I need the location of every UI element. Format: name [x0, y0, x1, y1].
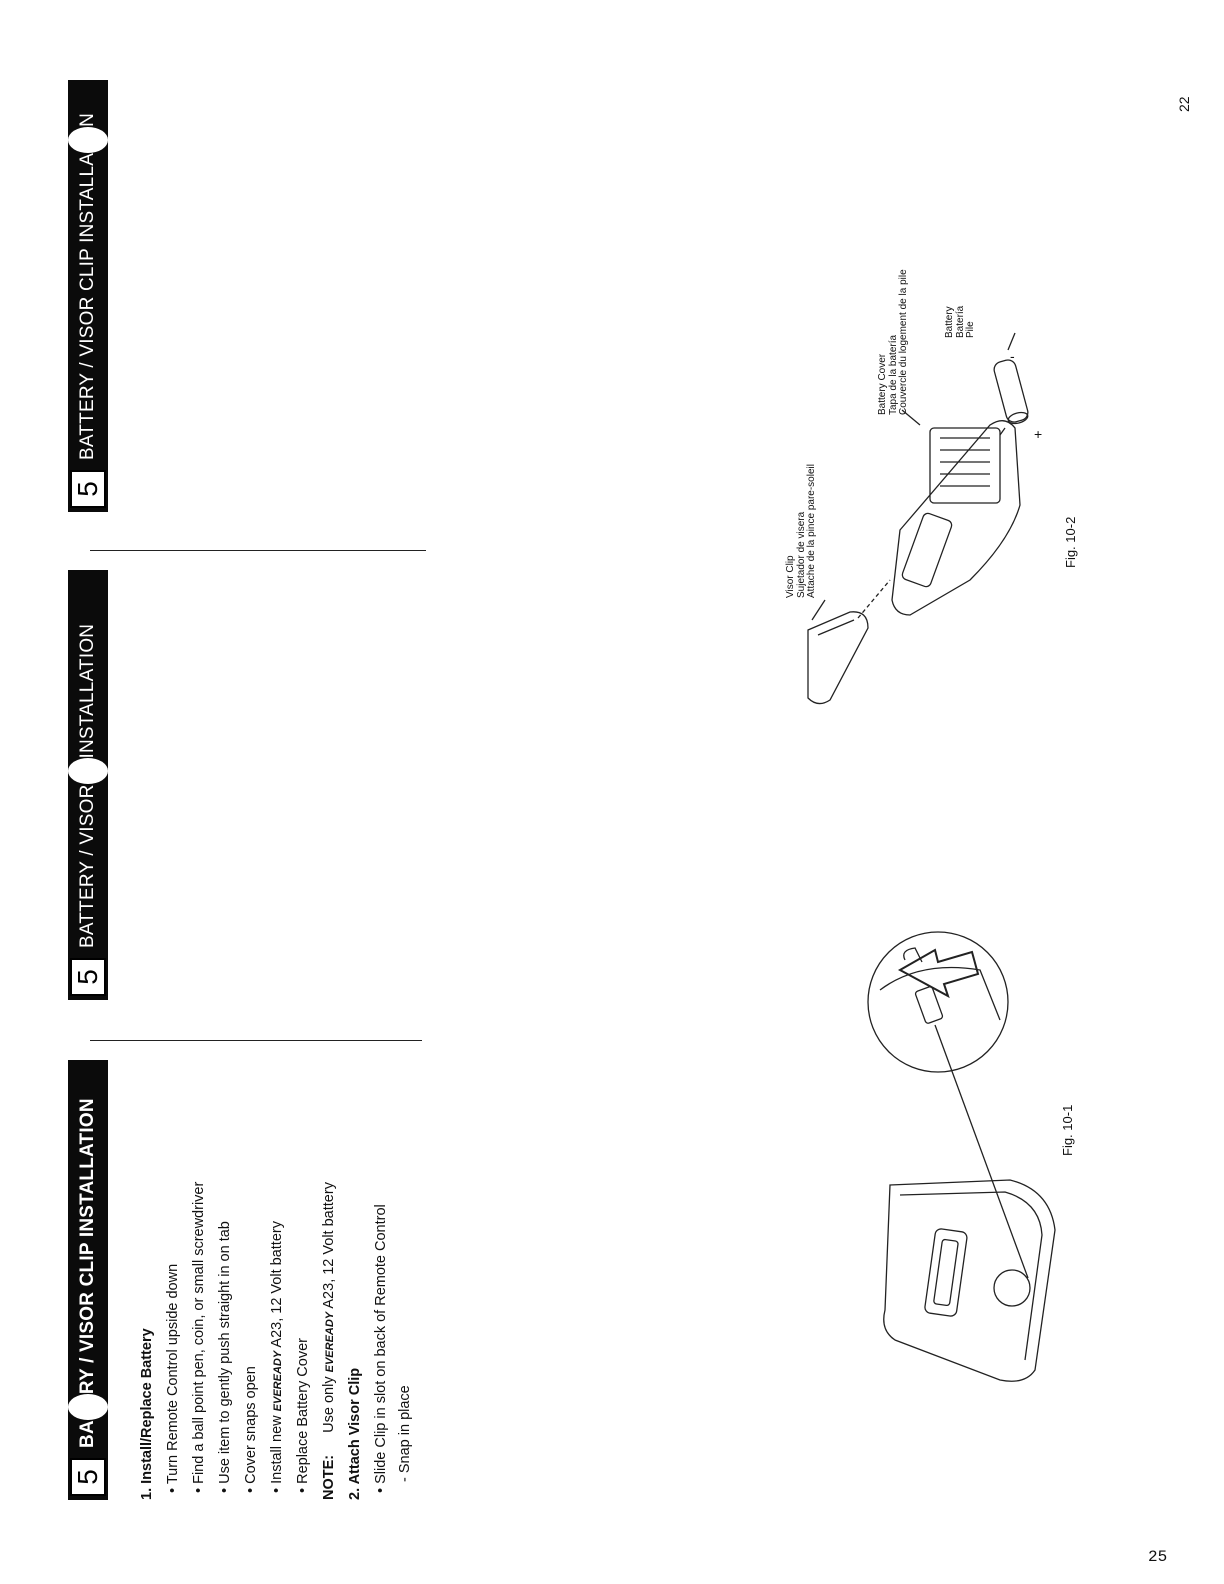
fig-10-1-illustration	[860, 930, 1090, 1390]
section-number: 5	[70, 470, 106, 508]
step1-title: 1. Install/Replace Battery	[139, 1328, 155, 1500]
scan-blot	[68, 759, 108, 785]
step1-item: • Turn Remote Control upside down	[165, 1263, 181, 1493]
section-header-2	[68, 570, 108, 1000]
section-title-part2: RY / VISOR CLIP INSTALLATION	[77, 1098, 98, 1395]
callout-battery-cover	[878, 269, 910, 415]
battery-cover-en: Battery Cover	[877, 353, 888, 415]
step1-item: • Find a ball point pen, coin, or small screwdriver	[191, 1181, 207, 1493]
section-number: 5	[70, 1458, 106, 1496]
section-header-1	[68, 1060, 108, 1500]
battery-en: Battery	[944, 306, 955, 338]
scan-blot	[68, 127, 108, 153]
section-title-part1: BATTERY / VISOR	[77, 784, 98, 948]
section-title-part1: BA	[77, 1420, 98, 1448]
visor-clip-fr: Attache de la pince pare-soleil	[806, 464, 817, 598]
visor-clip-shape	[808, 612, 868, 704]
section-header-3	[68, 80, 108, 512]
scan-blot	[68, 1394, 108, 1420]
divider-rule	[90, 550, 426, 551]
section-title-part2: INSTALLATION	[77, 623, 98, 759]
fig-10-2-label: Fig. 10-2	[1063, 516, 1078, 568]
callout-battery	[945, 306, 977, 338]
visor-clip-en: Visor Clip	[785, 555, 796, 598]
step2-item: • Slide Clip in slot on back of Remote Control	[373, 1204, 389, 1493]
minus-sign: -	[1010, 348, 1015, 364]
fig-10-2-illustration	[790, 330, 1070, 710]
divider-rule	[90, 1040, 422, 1041]
step2-item: - Snap in place	[397, 1385, 413, 1482]
plus-sign: +	[1034, 426, 1043, 442]
battery-fr: Pile	[965, 321, 976, 338]
step1-item: • Replace Battery Cover	[295, 1338, 311, 1493]
page-number-top: 22	[1176, 96, 1192, 112]
step2-title: 2. Attach Visor Clip	[347, 1367, 363, 1500]
note-line	[322, 1182, 337, 1500]
note-text: Use only	[321, 1376, 337, 1433]
step1-item: • Use item to gently push straight in on tab	[217, 1221, 233, 1493]
section-title-part2: N	[77, 112, 98, 127]
eveready-logo: EVEREADY	[324, 1311, 336, 1373]
eveready-logo: EVEREADY	[272, 1350, 284, 1412]
callout-visor-clip	[786, 464, 818, 598]
install-label: • Install new	[269, 1415, 285, 1493]
note-label: NOTE:	[321, 1454, 337, 1500]
battery-cover-es: Tapa de la batería	[887, 334, 899, 415]
battery-es: Batería	[954, 305, 966, 338]
battery-spec: A23, 12 Volt battery	[321, 1182, 337, 1309]
step1-item-install	[270, 1221, 285, 1493]
battery-shape	[992, 358, 1029, 424]
section-number: 5	[70, 958, 106, 996]
remote-body-shape	[884, 1180, 1055, 1381]
section-title-part1: BATTERY / VISOR CLIP INSTALLA	[77, 152, 98, 460]
battery-cover-fr: Couvercle du logement de la pile	[898, 269, 909, 415]
page-number-bottom: 25	[1148, 1548, 1168, 1566]
step1-item: • Cover snaps open	[243, 1366, 259, 1493]
battery-spec: A23, 12 Volt battery	[269, 1221, 285, 1348]
fig-10-1-label: Fig. 10-1	[1060, 1104, 1075, 1156]
visor-clip-es: Sujetador de visera	[795, 511, 807, 598]
